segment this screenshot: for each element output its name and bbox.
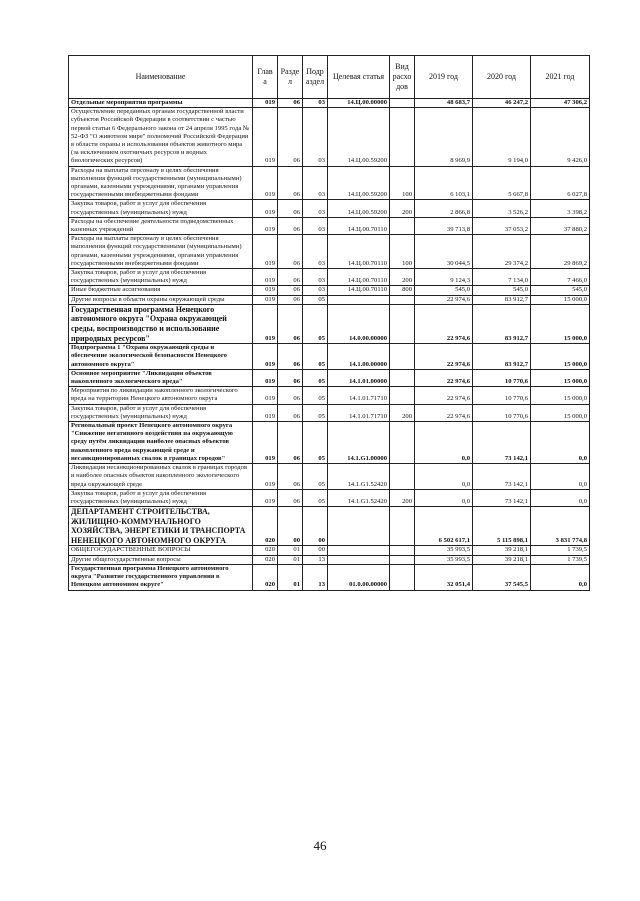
header-target-article: Целевая статья xyxy=(328,56,390,99)
row-glava: 019 xyxy=(253,295,278,304)
row-expense-type xyxy=(390,464,415,490)
row-glava: 020 xyxy=(253,507,278,546)
row-2021: 0,0 xyxy=(531,422,590,464)
row-razdel: 06 xyxy=(278,295,303,304)
row-name: Закупка товаров, работ и услуг для обеспечения государственных (муниципальных) нужд xyxy=(69,404,253,421)
header-podrazdel: Подр аздел xyxy=(303,56,328,99)
row-target-article: 14.Ц.00.59200 xyxy=(328,200,390,217)
row-name: Расходы на выплаты персоналу в целях обеспечения выполнения функций государственными (муниципальными) органами, казенными учреждениями, органами управления государственными внебюджетными фондами xyxy=(69,235,253,269)
row-name: Расходы на обеспечение деятельности подведомственных казенных учреждений xyxy=(69,217,253,234)
row-glava: 020 xyxy=(253,546,278,555)
table-row xyxy=(69,235,590,269)
row-2019: 0,0 xyxy=(415,464,473,490)
row-name: Основное мероприятие "Ликвидация объектов накопленного экологического вреда" xyxy=(69,369,253,386)
row-target-article: 14.Ц.00.59200 xyxy=(328,108,390,166)
row-2021: 545,0 xyxy=(531,286,590,295)
row-expense-type xyxy=(390,507,415,546)
row-2021: 47 306,2 xyxy=(531,99,590,108)
row-expense-type: 200 xyxy=(390,404,415,421)
row-podrazdel: 05 xyxy=(303,422,328,464)
row-2020: 10 770,6 xyxy=(473,387,531,404)
row-razdel: 00 xyxy=(278,507,303,546)
row-expense-type: 200 xyxy=(390,269,415,286)
row-name: Региональный проект Ненецкого автономного округа "Снижение негативного воздействия на окружающую среду путём ликвидации наиболее опасных объектов накопленного вреда окружающей среде и несанкционированных свалок в границах городов" xyxy=(69,422,253,464)
table-body xyxy=(69,99,590,591)
row-target-article: 14.1.01.00000 xyxy=(328,369,390,386)
row-podrazdel: 03 xyxy=(303,269,328,286)
row-2021: 1 739,5 xyxy=(531,555,590,564)
row-2021: 15 000,0 xyxy=(531,387,590,404)
row-expense-type: 200 xyxy=(390,200,415,217)
row-2021: 6 027,8 xyxy=(531,166,590,200)
row-razdel: 06 xyxy=(278,344,303,370)
table-row xyxy=(69,507,590,546)
row-razdel: 06 xyxy=(278,464,303,490)
row-2021: 0,0 xyxy=(531,489,590,506)
row-2021: 15 000,0 xyxy=(531,295,590,304)
row-name: Другие вопросы в области охраны окружающей среды xyxy=(69,295,253,304)
row-razdel: 06 xyxy=(278,108,303,166)
row-2019: 35 993,5 xyxy=(415,546,473,555)
header-2020: 2020 год xyxy=(473,56,531,99)
header-row xyxy=(69,56,590,99)
table-row xyxy=(69,404,590,421)
row-razdel: 06 xyxy=(278,404,303,421)
row-name: Государственная программа Ненецкого автономного округа "Охрана окружающей среды, воспроизводство и использование природных ресурсов" xyxy=(69,304,253,343)
row-razdel: 01 xyxy=(278,564,303,590)
row-name: ДЕПАРТАМЕНТ СТРОИТЕЛЬСТВА, ЖИЛИЩНО-КОММУНАЛЬНОГО ХОЗЯЙСТВА, ЭНЕРГЕТИКИ И ТРАНСПОРТА НЕНЕЦКОГО АВТОНОМНОГО ОКРУГА xyxy=(69,507,253,546)
header-2019: 2019 год xyxy=(415,56,473,99)
row-razdel: 06 xyxy=(278,217,303,234)
row-2021: 3 398,2 xyxy=(531,200,590,217)
row-glava: 019 xyxy=(253,369,278,386)
row-podrazdel: 03 xyxy=(303,200,328,217)
row-name: Иные бюджетные ассигнования xyxy=(69,286,253,295)
row-target-article: 14.1.01.71710 xyxy=(328,387,390,404)
row-razdel: 06 xyxy=(278,304,303,343)
row-name: Закупка товаров, работ и услуг для обеспечения государственных (муниципальных) нужд xyxy=(69,269,253,286)
row-podrazdel: 03 xyxy=(303,286,328,295)
row-target-article: 14.Ц.00.70110 xyxy=(328,217,390,234)
row-glava: 019 xyxy=(253,235,278,269)
row-podrazdel: 05 xyxy=(303,464,328,490)
row-2019: 0,0 xyxy=(415,422,473,464)
row-glava: 019 xyxy=(253,166,278,200)
row-2020: 545,0 xyxy=(473,286,531,295)
row-2021: 15 000,0 xyxy=(531,369,590,386)
table-row xyxy=(69,387,590,404)
row-2020: 37 053,2 xyxy=(473,217,531,234)
row-razdel: 06 xyxy=(278,99,303,108)
row-name: Осуществление переданных органам государственной власти субъектов Российской Федерации в соответствии с частью первой статьи 6 Федерального закона от 24 апреля 1995 года № 52-ФЗ "О животном мире" полномочий Российской Федерации в области охраны и использования объектов животного мира (за исключением охотничьих ресурсов и водных биологических ресурсов) xyxy=(69,108,253,166)
row-podrazdel: 05 xyxy=(303,404,328,421)
row-glava: 019 xyxy=(253,344,278,370)
row-name: Расходы на выплаты персоналу в целях обеспечения выполнения функций государственными (муниципальными) органами, казенными учреждениями, органами управления государственными внебюджетными фондами xyxy=(69,166,253,200)
row-expense-type xyxy=(390,387,415,404)
row-glava: 019 xyxy=(253,404,278,421)
row-2020: 10 770,6 xyxy=(473,369,531,386)
row-glava: 020 xyxy=(253,564,278,590)
row-glava: 019 xyxy=(253,217,278,234)
row-expense-type xyxy=(390,99,415,108)
row-2019: 2 866,8 xyxy=(415,200,473,217)
row-podrazdel: 05 xyxy=(303,369,328,386)
row-podrazdel: 00 xyxy=(303,507,328,546)
row-target-article: 14.Ц.00.70110 xyxy=(328,235,390,269)
row-expense-type: 200 xyxy=(390,489,415,506)
row-podrazdel: 03 xyxy=(303,166,328,200)
row-podrazdel: 13 xyxy=(303,564,328,590)
table-row xyxy=(69,555,590,564)
row-razdel: 06 xyxy=(278,286,303,295)
row-target-article: 01.0.00.00000 xyxy=(328,564,390,590)
row-expense-type xyxy=(390,564,415,590)
row-razdel: 06 xyxy=(278,166,303,200)
row-2020: 9 194,0 xyxy=(473,108,531,166)
row-2021: 15 000,0 xyxy=(531,404,590,421)
row-2019: 22 974,6 xyxy=(415,387,473,404)
row-podrazdel: 13 xyxy=(303,555,328,564)
row-name: Закупка товаров, работ и услуг для обеспечения государственных (муниципальных) нужд xyxy=(69,489,253,506)
row-target-article: 14.1.G1.52420 xyxy=(328,464,390,490)
row-target-article xyxy=(328,295,390,304)
budget-table-sheet xyxy=(68,55,589,591)
row-podrazdel: 05 xyxy=(303,489,328,506)
row-2020: 7 134,0 xyxy=(473,269,531,286)
row-podrazdel: 05 xyxy=(303,304,328,343)
row-expense-type xyxy=(390,422,415,464)
row-2020: 73 142,1 xyxy=(473,422,531,464)
row-podrazdel: 05 xyxy=(303,344,328,370)
row-target-article xyxy=(328,546,390,555)
row-glava: 019 xyxy=(253,387,278,404)
row-glava: 019 xyxy=(253,286,278,295)
row-target-article: 14.0.00.00000 xyxy=(328,304,390,343)
row-2021: 1 739,5 xyxy=(531,546,590,555)
row-podrazdel: 03 xyxy=(303,108,328,166)
row-2019: 35 993,5 xyxy=(415,555,473,564)
row-2020: 10 770,6 xyxy=(473,404,531,421)
table-row xyxy=(69,200,590,217)
row-target-article: 14.Ц.00.70110 xyxy=(328,286,390,295)
table-row xyxy=(69,166,590,200)
table-row xyxy=(69,295,590,304)
row-razdel: 01 xyxy=(278,555,303,564)
row-glava: 020 xyxy=(253,555,278,564)
row-2019: 6 502 617,1 xyxy=(415,507,473,546)
table-row xyxy=(69,99,590,108)
row-podrazdel: 03 xyxy=(303,99,328,108)
row-expense-type xyxy=(390,217,415,234)
row-2019: 6 103,1 xyxy=(415,166,473,200)
row-2020: 37 545,5 xyxy=(473,564,531,590)
row-name: Другие общегосударственные вопросы xyxy=(69,555,253,564)
header-razdel: Разде л xyxy=(278,56,303,99)
row-2020: 46 247,2 xyxy=(473,99,531,108)
table-row xyxy=(69,217,590,234)
row-2021: 29 869,2 xyxy=(531,235,590,269)
header-name: Наименование xyxy=(69,56,253,99)
row-2021: 3 831 774,8 xyxy=(531,507,590,546)
row-glava: 019 xyxy=(253,99,278,108)
table-row xyxy=(69,304,590,343)
row-podrazdel: 00 xyxy=(303,546,328,555)
table-row xyxy=(69,546,590,555)
row-expense-type xyxy=(390,344,415,370)
row-target-article: 14.1.00.00000 xyxy=(328,344,390,370)
row-2020: 83 912,7 xyxy=(473,304,531,343)
row-razdel: 06 xyxy=(278,489,303,506)
row-expense-type xyxy=(390,295,415,304)
row-glava: 019 xyxy=(253,108,278,166)
row-2021: 9 426,0 xyxy=(531,108,590,166)
row-2019: 39 713,8 xyxy=(415,217,473,234)
row-2020: 5 115 898,1 xyxy=(473,507,531,546)
header-expense-type: Вид расхо дов xyxy=(390,56,415,99)
row-glava: 019 xyxy=(253,269,278,286)
row-expense-type xyxy=(390,108,415,166)
row-expense-type xyxy=(390,369,415,386)
table-row xyxy=(69,344,590,370)
row-2019: 8 969,9 xyxy=(415,108,473,166)
row-glava: 019 xyxy=(253,489,278,506)
row-name: Государственная программа Ненецкого автономного округа "Развитие государственного управления в Ненецком автономном округе" xyxy=(69,564,253,590)
page-number: 46 xyxy=(313,838,327,853)
row-name: Закупка товаров, работ и услуг для обеспечения государственных (муниципальных) нужд xyxy=(69,200,253,217)
row-2019: 30 044,5 xyxy=(415,235,473,269)
row-2020: 29 374,2 xyxy=(473,235,531,269)
row-expense-type: 100 xyxy=(390,235,415,269)
row-expense-type xyxy=(390,304,415,343)
table-row xyxy=(69,269,590,286)
row-expense-type xyxy=(390,555,415,564)
row-target-article: 14.Ц.00.59200 xyxy=(328,166,390,200)
row-razdel: 06 xyxy=(278,269,303,286)
row-2021: 15 000,0 xyxy=(531,304,590,343)
row-expense-type: 800 xyxy=(390,286,415,295)
row-2021: 0,0 xyxy=(531,464,590,490)
row-2019: 9 124,3 xyxy=(415,269,473,286)
table-row xyxy=(69,564,590,590)
row-target-article: 14.1.01.71710 xyxy=(328,404,390,421)
row-2021: 7 466,0 xyxy=(531,269,590,286)
row-2021: 15 000,0 xyxy=(531,344,590,370)
row-glava: 019 xyxy=(253,200,278,217)
row-target-article: 14.Ц.00.70110 xyxy=(328,269,390,286)
row-podrazdel: 03 xyxy=(303,235,328,269)
header-glava: Глав а xyxy=(253,56,278,99)
row-2019: 32 051,4 xyxy=(415,564,473,590)
row-podrazdel: 05 xyxy=(303,387,328,404)
row-name: Мероприятия по ликвидации накопленного экологического вреда на территории Ненецкого автономного округа xyxy=(69,387,253,404)
row-razdel: 06 xyxy=(278,369,303,386)
row-target-article: 14.1.G1.00000 xyxy=(328,422,390,464)
row-target-article xyxy=(328,507,390,546)
row-2020: 83 912,7 xyxy=(473,344,531,370)
row-podrazdel: 05 xyxy=(303,295,328,304)
row-podrazdel: 03 xyxy=(303,217,328,234)
row-2020: 5 667,8 xyxy=(473,166,531,200)
row-expense-type xyxy=(390,546,415,555)
row-target-article xyxy=(328,555,390,564)
row-name: Подпрограмма 1 "Охрана окружающей среды и обеспечение экологической безопасности Ненецкого автономного округа" xyxy=(69,344,253,370)
table-row xyxy=(69,369,590,386)
row-2019: 0,0 xyxy=(415,489,473,506)
row-2019: 22 974,6 xyxy=(415,304,473,343)
row-name: Ликвидация несанкционированных свалок в границах городов и наиболее опасных объектов накопленного экологического вреда окружающей среде xyxy=(69,464,253,490)
row-2019: 48 683,7 xyxy=(415,99,473,108)
row-razdel: 06 xyxy=(278,387,303,404)
row-2021: 37 880,2 xyxy=(531,217,590,234)
row-2021: 0,0 xyxy=(531,564,590,590)
row-glava: 019 xyxy=(253,304,278,343)
table-row xyxy=(69,489,590,506)
row-2020: 39 218,1 xyxy=(473,546,531,555)
row-razdel: 06 xyxy=(278,235,303,269)
table-row xyxy=(69,422,590,464)
row-2019: 22 974,6 xyxy=(415,344,473,370)
row-2020: 83 912,7 xyxy=(473,295,531,304)
row-expense-type: 100 xyxy=(390,166,415,200)
table-row xyxy=(69,464,590,490)
row-target-article: 14.Ц.00.00000 xyxy=(328,99,390,108)
row-glava: 019 xyxy=(253,464,278,490)
table-row xyxy=(69,108,590,166)
row-target-article: 14.1.G1.52420 xyxy=(328,489,390,506)
header-2021: 2021 год xyxy=(531,56,590,99)
row-2020: 39 218,1 xyxy=(473,555,531,564)
row-glava: 019 xyxy=(253,422,278,464)
row-razdel: 01 xyxy=(278,546,303,555)
row-2019: 545,0 xyxy=(415,286,473,295)
table-row xyxy=(69,286,590,295)
row-2020: 73 142,1 xyxy=(473,464,531,490)
row-2020: 3 526,2 xyxy=(473,200,531,217)
row-name: ОБЩЕГОСУДАРСТВЕННЫЕ ВОПРОСЫ xyxy=(69,546,253,555)
row-razdel: 06 xyxy=(278,200,303,217)
budget-table xyxy=(68,55,590,591)
row-2019: 22 974,6 xyxy=(415,369,473,386)
row-2020: 73 142,1 xyxy=(473,489,531,506)
row-2019: 22 974,6 xyxy=(415,404,473,421)
row-2019: 22 974,6 xyxy=(415,295,473,304)
row-razdel: 06 xyxy=(278,422,303,464)
row-name: Отдельные мероприятия программы xyxy=(69,99,253,108)
